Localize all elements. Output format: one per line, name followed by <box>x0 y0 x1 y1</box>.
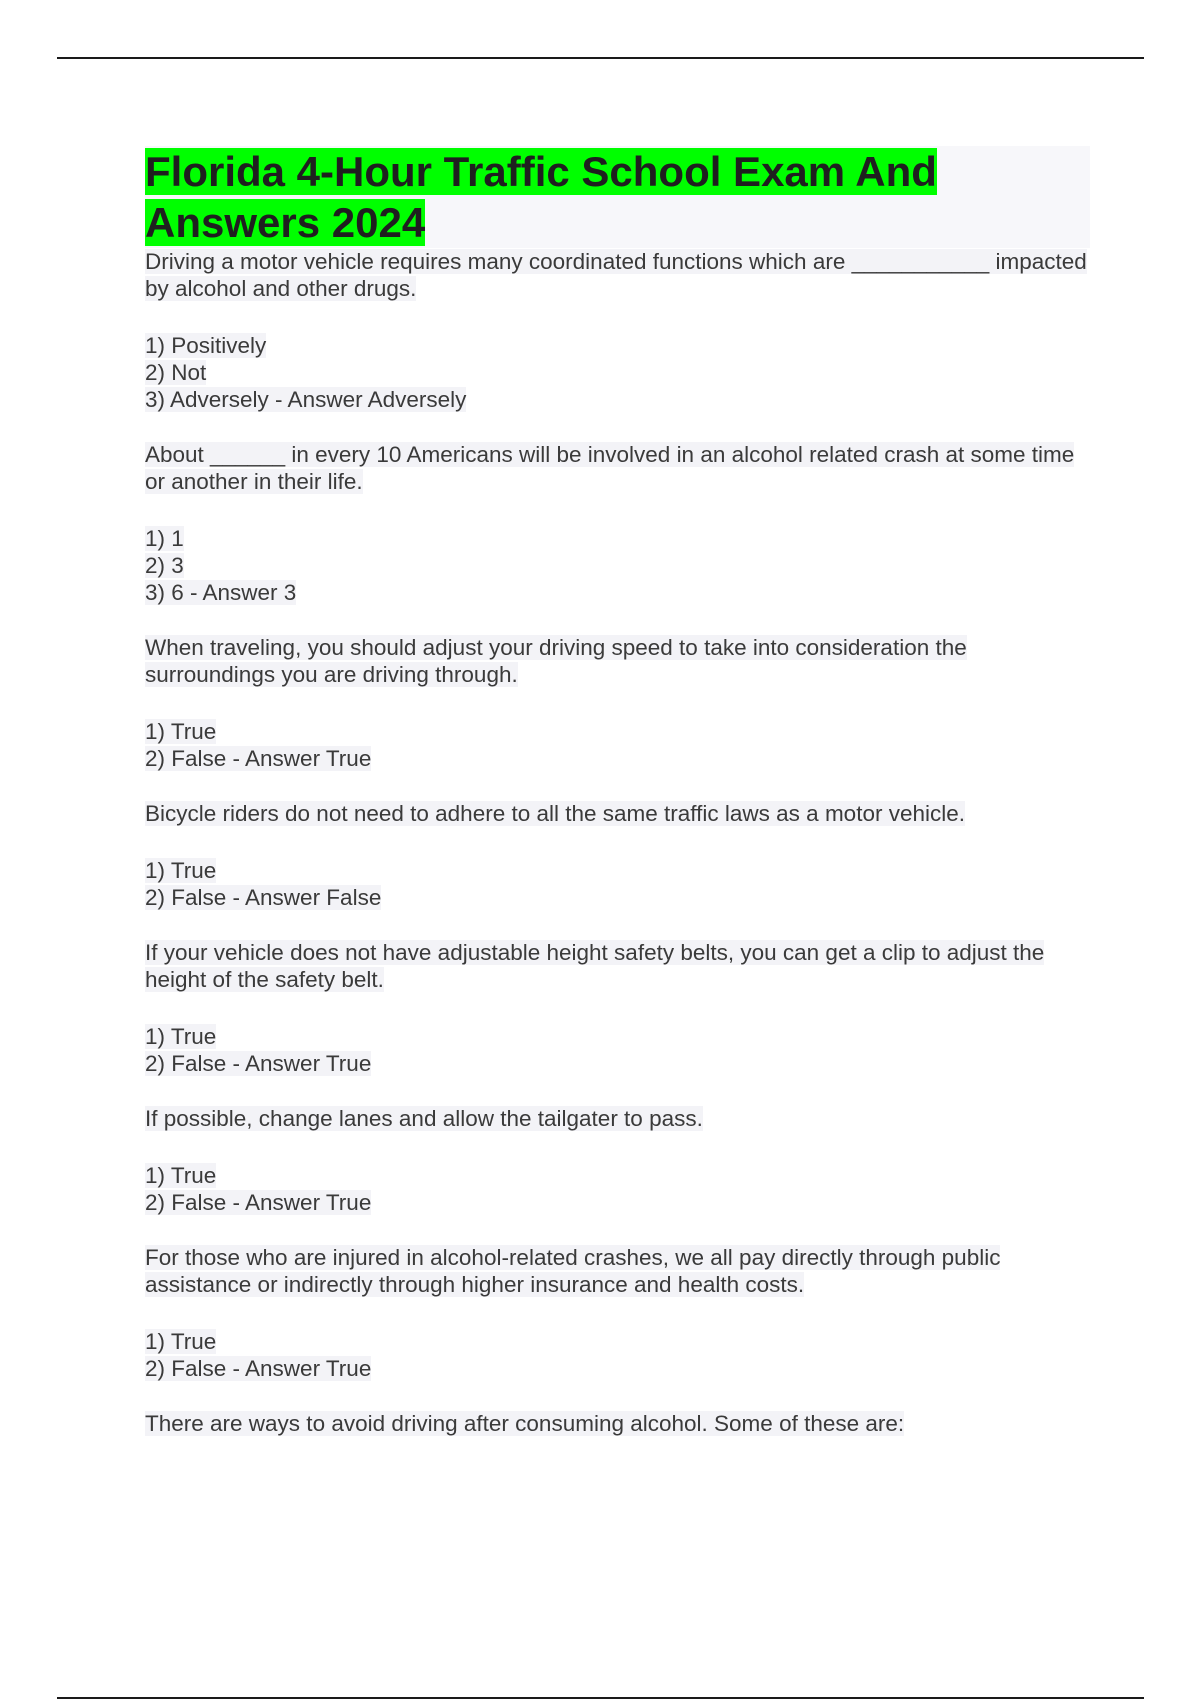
option-list <box>145 1023 1090 1077</box>
question-list <box>145 248 1090 1437</box>
question-block <box>145 248 1090 413</box>
answer-option-text: 2) False - Answer False <box>145 885 382 910</box>
answer-option <box>145 1162 1090 1189</box>
question-text-span: Bicycle riders do not need to adhere to all the same traffic laws as a motor vehicle. <box>145 801 965 826</box>
answer-option-text: 1) Positively <box>145 333 267 358</box>
question-text-span: For those who are injured in alcohol-related crashes, we all pay directly through public assistance or indirectly through higher insurance and health costs. <box>145 1245 1001 1297</box>
title-text: Florida 4-Hour Traffic School Exam And Answers 2024 <box>145 148 937 246</box>
answer-option <box>145 884 1090 911</box>
bottom-rule <box>57 1697 1144 1699</box>
title-block <box>145 146 1090 248</box>
answer-option <box>145 1050 1090 1077</box>
page-title <box>145 146 1015 248</box>
question-text <box>145 634 1090 688</box>
question-text <box>145 248 1090 302</box>
question-text-span: There are ways to avoid driving after consuming alcohol. Some of these are: <box>145 1411 905 1436</box>
question-block <box>145 441 1090 606</box>
option-list <box>145 1328 1090 1382</box>
answer-option-text: 2) Not <box>145 360 207 385</box>
question-text-span: When traveling, you should adjust your driving speed to take into consideration the surroundings you are driving through. <box>145 635 967 687</box>
question-text <box>145 1244 1090 1298</box>
question-text <box>145 800 1090 827</box>
question-block <box>145 1410 1090 1437</box>
answer-option-text: 3) 6 - Answer 3 <box>145 580 297 605</box>
answer-option <box>145 1023 1090 1050</box>
question-text-span: If your vehicle does not have adjustable height safety belts, you can get a clip to adjust the height of the safety belt. <box>145 940 1045 992</box>
question-block <box>145 939 1090 1077</box>
answer-option <box>145 745 1090 772</box>
option-list <box>145 525 1090 606</box>
document-body <box>145 146 1090 1465</box>
question-block <box>145 800 1090 911</box>
answer-option-text: 2) False - Answer True <box>145 1051 372 1076</box>
answer-option <box>145 552 1090 579</box>
answer-option <box>145 1355 1090 1382</box>
option-list <box>145 857 1090 911</box>
answer-option <box>145 359 1090 386</box>
answer-option <box>145 579 1090 606</box>
answer-option-text: 2) False - Answer True <box>145 1356 372 1381</box>
answer-option <box>145 1328 1090 1355</box>
answer-option <box>145 857 1090 884</box>
question-text-span: About ______ in every 10 Americans will be involved in an alcohol related crash at some time or another in their life. <box>145 442 1075 494</box>
question-text-span: If possible, change lanes and allow the tailgater to pass. <box>145 1106 703 1131</box>
answer-option <box>145 525 1090 552</box>
answer-option-text: 2) False - Answer True <box>145 746 372 771</box>
answer-option-text: 2) 3 <box>145 553 184 578</box>
answer-option-text: 1) True <box>145 1329 217 1354</box>
answer-option-text: 1) True <box>145 719 217 744</box>
question-text <box>145 1105 1090 1132</box>
answer-option-text: 1) True <box>145 858 217 883</box>
top-rule <box>57 57 1144 59</box>
answer-option <box>145 1189 1090 1216</box>
question-text-span: Driving a motor vehicle requires many coordinated functions which are ___________ impacted by alcohol and other drugs. <box>145 249 1087 301</box>
answer-option <box>145 386 1090 413</box>
answer-option <box>145 332 1090 359</box>
answer-option-text: 3) Adversely - Answer Adversely <box>145 387 467 412</box>
question-text <box>145 441 1090 495</box>
option-list <box>145 332 1090 413</box>
option-list <box>145 718 1090 772</box>
answer-option-text: 1) 1 <box>145 526 184 551</box>
answer-option <box>145 718 1090 745</box>
question-text <box>145 939 1090 993</box>
option-list <box>145 1162 1090 1216</box>
question-block <box>145 1244 1090 1382</box>
answer-option-text: 1) True <box>145 1163 217 1188</box>
question-text <box>145 1410 1090 1437</box>
answer-option-text: 1) True <box>145 1024 217 1049</box>
question-block <box>145 634 1090 772</box>
question-block <box>145 1105 1090 1216</box>
answer-option-text: 2) False - Answer True <box>145 1190 372 1215</box>
